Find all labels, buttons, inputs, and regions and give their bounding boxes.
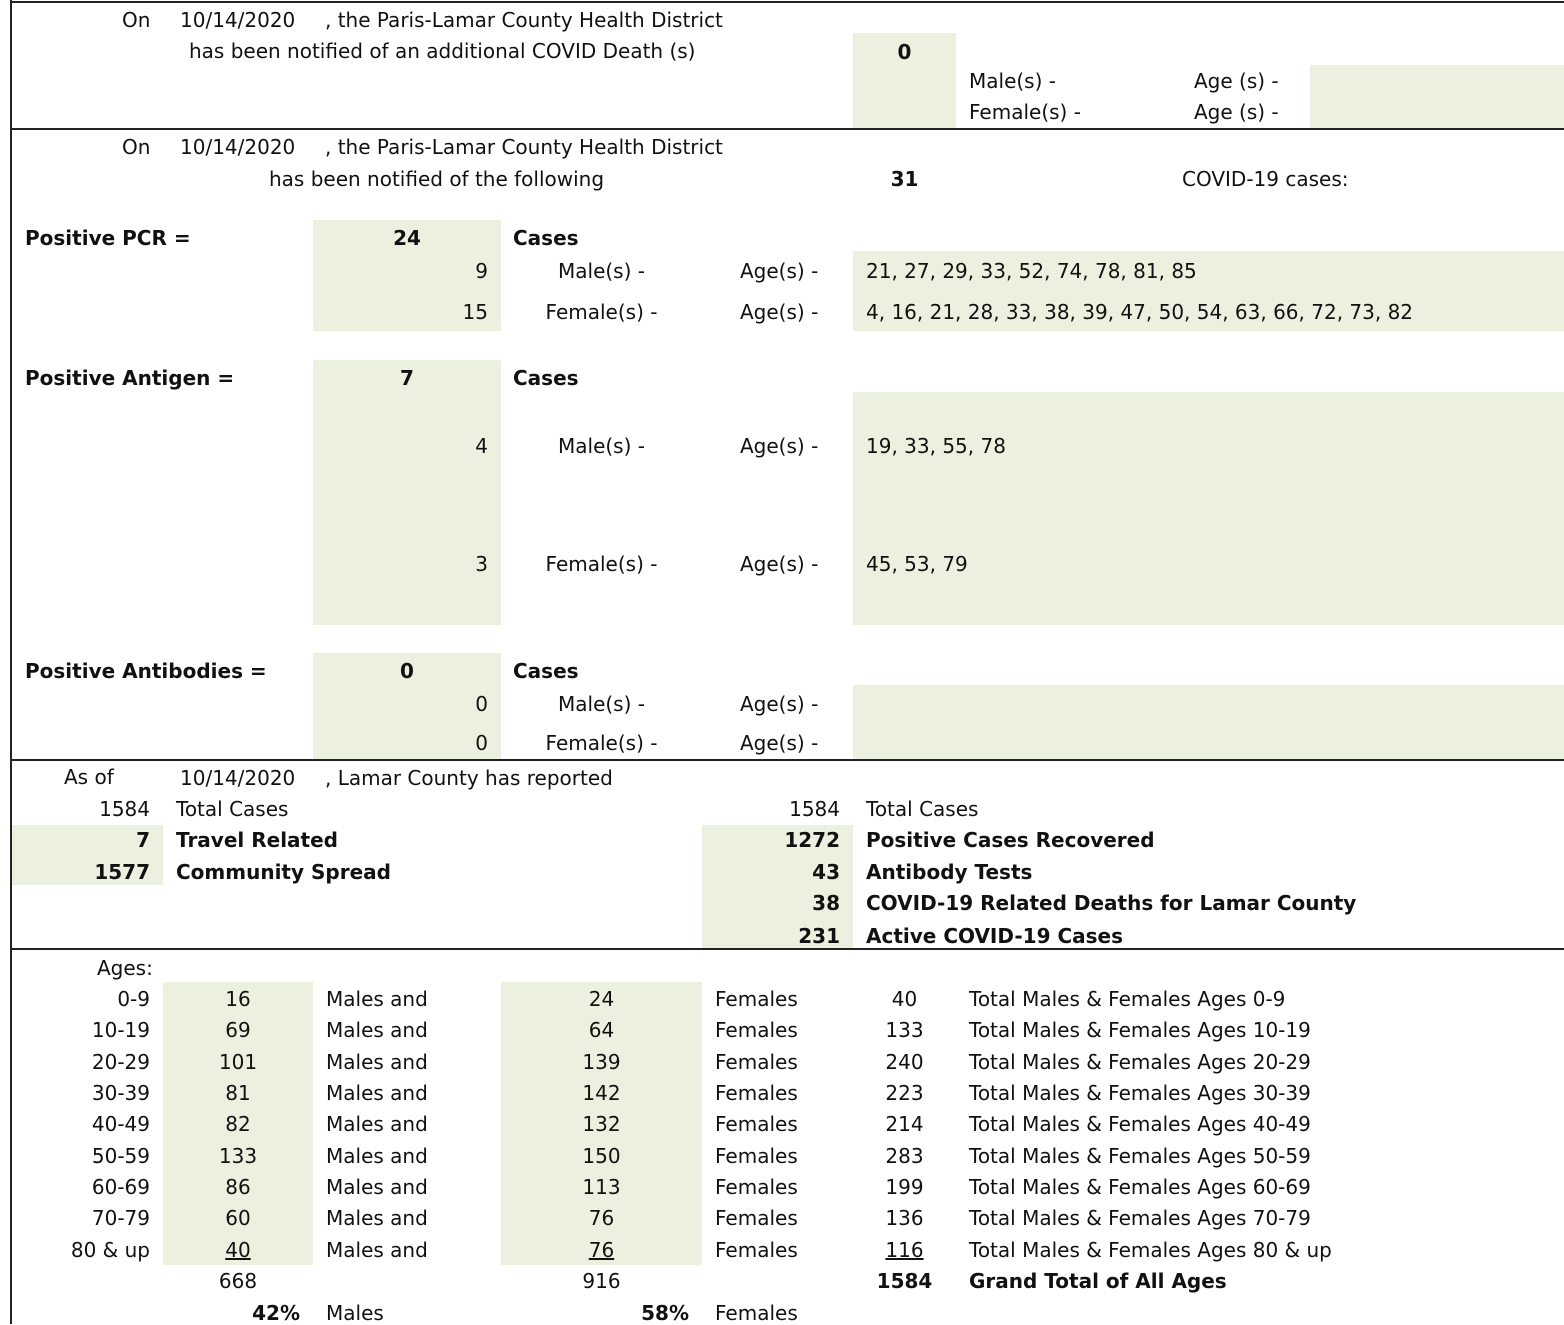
summary-date: 10/14/2020 [180,766,296,790]
top-border [11,1,1564,3]
female-percent: 58% [641,1301,689,1325]
grand-total: 1584 [876,1269,933,1293]
age-males: 69 [225,1018,251,1042]
age-females: 64 [588,1018,615,1042]
summary-deaths-value: 38 [812,891,840,915]
summary-as-of: As of [64,765,114,789]
death-male-label: Male(s) - [969,69,1056,93]
antigen-count-cell [313,360,501,625]
females-label: Females [715,1238,798,1262]
age-total-label: Total Males & Females Ages 50-59 [969,1144,1311,1168]
female-percent-label: Females [715,1301,798,1325]
antigen-male-ages: 19, 33, 55, 78 [866,434,1006,458]
age-total-label: Total Males & Females Ages 70-79 [969,1206,1311,1230]
age-males: 81 [225,1081,251,1105]
age-males: 16 [225,987,251,1011]
age-range: 0-9 [117,987,150,1011]
death-line2: has been notified of an additional COVID Death (s) [189,39,696,63]
antibodies-ages-cell [853,685,1564,759]
age-range: 70-79 [91,1206,150,1230]
age-females [501,1238,702,1262]
males-and-label: Males and [326,987,428,1011]
antibodies-male-count: 0 [475,692,488,716]
antibodies-total: 0 [400,659,414,683]
male-total: 668 [218,1269,258,1293]
age-females: 150 [582,1144,621,1168]
females-label: Females [715,1206,798,1230]
section-divider [11,948,1564,950]
age-range: 60-69 [91,1175,150,1199]
age-males: 60 [225,1206,251,1230]
antigen-male-ages-label: Age(s) - [740,434,819,458]
summary-recovered-value: 1272 [784,828,840,852]
age-total: 136 [885,1206,924,1230]
antibodies-female-label: Female(s) - [545,731,658,755]
antibodies-cases-label: Cases [513,659,579,683]
age-total-label: Total Males & Females Ages 20-29 [969,1050,1311,1074]
summary-deaths-label: COVID-19 Related Deaths for Lamar County [866,891,1357,915]
notice-line1: , the Paris-Lamar County Health District [325,135,723,159]
males-and-label: Males and [326,1175,428,1199]
summary-right-total-label: Total Cases [866,797,979,821]
pcr-female-label: Female(s) - [545,300,658,324]
antigen-cases-label: Cases [513,366,579,390]
antigen-male-label: Male(s) - [558,434,645,458]
antigen-male-count: 4 [475,434,488,458]
notice-case-count: 31 [890,167,919,191]
grand-total-label: Grand Total of All Ages [969,1269,1227,1293]
antigen-female-ages: 45, 53, 79 [866,552,968,576]
females-label: Females [715,1112,798,1136]
male-percent: 42% [252,1301,300,1325]
age-females: 76 [588,1206,615,1230]
age-total: 283 [885,1144,924,1168]
females-label: Females [715,1144,798,1168]
age-range: 30-39 [91,1081,150,1105]
ages-heading: Ages: [97,956,153,980]
age-females: 142 [582,1081,621,1105]
summary-total-value: 1584 [99,797,150,821]
age-males [163,1238,313,1262]
notice-date: 10/14/2020 [180,135,296,159]
age-males: 82 [225,1112,251,1136]
male-percent-label: Males [326,1301,384,1325]
antigen-female-count: 3 [475,552,488,576]
males-and-label: Males and [326,1050,428,1074]
age-females: 24 [588,987,615,1011]
antibodies-label: Positive Antibodies = [25,659,267,683]
summary-right-total-value: 1584 [789,797,840,821]
death-on-label: On [122,8,151,32]
pcr-male-ages: 21, 27, 29, 33, 52, 74, 78, 81, 85 [866,259,1197,283]
summary-antibody-tests-label: Antibody Tests [866,860,1033,884]
antigen-female-label: Female(s) - [545,552,658,576]
antibodies-male-label: Male(s) - [558,692,645,716]
age-males: 101 [218,1050,258,1074]
death-date: 10/14/2020 [180,8,296,32]
summary-community-label: Community Spread [176,860,391,884]
age-range: 80 & up [70,1238,150,1262]
antibodies-female-count: 0 [475,731,488,755]
notice-suffix: COVID-19 cases: [1182,167,1349,191]
summary-antibody-tests-value: 43 [812,860,840,884]
age-total: 223 [885,1081,924,1105]
pcr-female-ages: 4, 16, 21, 28, 33, 38, 39, 47, 50, 54, 63, 66, 72, 73, 82 [866,300,1414,324]
age-total-underlined: 116 [885,1238,924,1262]
females-label: Females [715,1018,798,1042]
pcr-cases-label: Cases [513,226,579,250]
summary-total-label: Total Cases [176,797,289,821]
summary-active-value: 231 [798,924,840,948]
age-total: 240 [885,1050,924,1074]
death-line1: , the Paris-Lamar County Health District [325,8,723,32]
age-total: 133 [885,1018,924,1042]
summary-travel-label: Travel Related [176,828,338,852]
antibodies-male-ages-label: Age(s) - [740,692,819,716]
age-males: 133 [218,1144,258,1168]
antibodies-female-ages-label: Age(s) - [740,731,819,755]
age-females: 113 [582,1175,621,1199]
female-total: 916 [582,1269,621,1293]
age-females: 132 [582,1112,621,1136]
age-range: 10-19 [91,1018,150,1042]
summary-community-value: 1577 [94,860,150,884]
antigen-total: 7 [400,366,414,390]
age-total-label: Total Males & Females Ages 80 & up [969,1238,1332,1262]
females-label: Females [715,987,798,1011]
age-total: 214 [885,1112,924,1136]
pcr-female-ages-label: Age(s) - [740,300,819,324]
females-label: Females [715,1050,798,1074]
females-label: Females [715,1081,798,1105]
pcr-male-count: 9 [475,259,488,283]
males-and-label: Males and [326,1112,428,1136]
pcr-male-label: Male(s) - [558,259,645,283]
age-total-label: Total Males & Females Ages 40-49 [969,1112,1311,1136]
age-males-underlined: 40 [225,1238,251,1262]
males-and-label: Males and [326,1144,428,1168]
age-total-label: Total Males & Females Ages 0-9 [969,987,1286,1011]
age-total: 40 [891,987,918,1011]
age-total-label: Total Males & Females Ages 10-19 [969,1018,1311,1042]
summary-reported: , Lamar County has reported [325,766,613,790]
age-range: 40-49 [91,1112,150,1136]
antigen-label: Positive Antigen = [25,366,235,390]
females-label: Females [715,1175,798,1199]
death-female-age-label: Age (s) - [1194,100,1279,124]
death-ages-cell [1310,65,1564,128]
notice-on-label: On [122,135,151,159]
males-and-label: Males and [326,1206,428,1230]
antigen-female-ages-label: Age(s) - [740,552,819,576]
age-total-label: Total Males & Females Ages 30-39 [969,1081,1311,1105]
death-male-age-label: Age (s) - [1194,69,1279,93]
pcr-female-count: 15 [462,300,488,324]
summary-travel-value: 7 [136,828,150,852]
pcr-male-ages-label: Age(s) - [740,259,819,283]
age-total-label: Total Males & Females Ages 60-69 [969,1175,1311,1199]
males-and-label: Males and [326,1081,428,1105]
age-total: 199 [885,1175,924,1199]
summary-active-label: Active COVID-19 Cases [866,924,1123,948]
notice-line2: has been notified of the following [269,167,605,191]
pcr-label: Positive PCR = [25,226,191,250]
death-female-label: Female(s) - [969,100,1081,124]
antigen-ages-cell [853,392,1564,625]
age-range: 20-29 [91,1050,150,1074]
pcr-total: 24 [393,226,421,250]
death-count: 0 [897,40,912,64]
age-males: 86 [225,1175,251,1199]
section-divider [11,128,1564,130]
age-females: 139 [582,1050,621,1074]
age-total [853,1238,956,1262]
males-and-label: Males and [326,1018,428,1042]
age-females-underlined: 76 [588,1238,615,1262]
age-range: 50-59 [91,1144,150,1168]
summary-recovered-label: Positive Cases Recovered [866,828,1155,852]
section-divider [11,759,1564,761]
males-and-label: Males and [326,1238,428,1262]
